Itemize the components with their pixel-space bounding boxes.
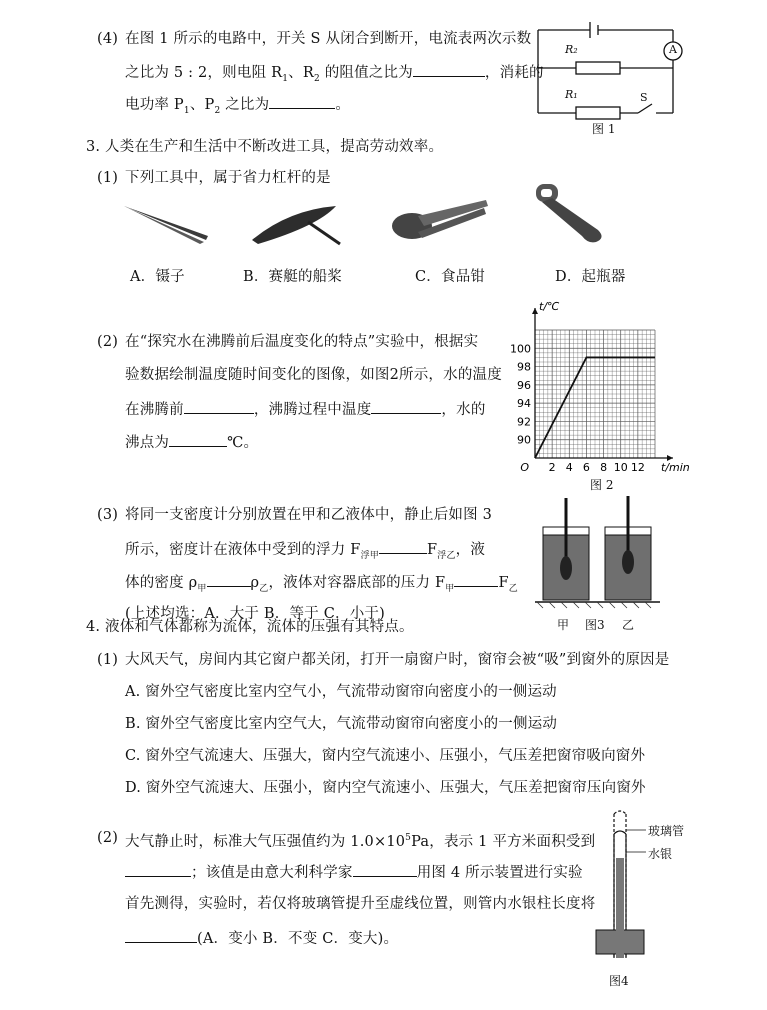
answer-blank[interactable] — [269, 93, 335, 109]
bottle-opener-image — [526, 180, 611, 245]
fig3-caption: 图3 — [585, 618, 605, 632]
answer-blank[interactable] — [454, 571, 498, 587]
x-tick-label: 4 — [565, 461, 573, 474]
y-tick-label: 98 — [517, 360, 531, 374]
q4-title: 4. 液体和气体都称为流体，流体的压强有其特点。 — [86, 619, 414, 635]
q3-3-line1: 将同一支密度计分别放置在甲和乙液体中，静止后如图 3 — [125, 507, 493, 523]
answer-blank[interactable] — [125, 861, 191, 877]
q3-1-option-c: C．食品钳 — [415, 269, 486, 285]
q4-1-option-a: A. 窗外空气密度比室内空气小，气流带动窗帘向密度小的一侧运动 — [125, 684, 557, 700]
q2-4-num: (4) — [97, 31, 119, 47]
q2-4-line3: 电功率 $P_1$、$P_2$ 之比为 。 — [125, 93, 350, 121]
answer-blank[interactable] — [379, 538, 427, 554]
q3-3-line4: (上述均选：A．大于 B．等于 C．小于) — [125, 606, 385, 622]
y-axis-label: t/℃ — [539, 300, 560, 313]
y-tick-label: 90 — [517, 433, 531, 447]
answer-blank[interactable] — [169, 431, 227, 447]
q3-2-line3: 在沸腾前 ，沸腾过程中温度 ，水的 — [125, 398, 486, 420]
fig3-label-right: 乙 — [622, 618, 635, 632]
fig3-hydrometers — [535, 492, 660, 612]
y-tick-label: 92 — [517, 415, 531, 429]
x-tick-label: 6 — [582, 461, 590, 474]
y-tick-label: 96 — [517, 378, 531, 392]
q3-2-line1: 在“探究水在沸腾前后温度变化的特点”实验中，根据实 — [125, 334, 479, 350]
chart-grid — [535, 330, 655, 458]
fig4-mercury-label: 水银 — [648, 847, 673, 861]
q4-1-option-d: D. 窗外空气流速大、压强小，窗内空气流速小、压强大，气压差把窗帘压向窗外 — [125, 780, 646, 796]
fig3-label-left: 甲 — [557, 618, 570, 632]
y-tick-label: 100 — [510, 342, 531, 356]
answer-blank[interactable] — [371, 398, 441, 414]
q3-1-option-d: D．起瓶器 — [555, 269, 626, 285]
q3-3-num: (3) — [97, 507, 119, 523]
x-tick-label: 8 — [600, 461, 608, 474]
q4-1-stem: 大风天气，房间内其它窗户都关闭，打开一扇窗户时，窗帘会被“吸”到窗外的原因是 — [125, 652, 670, 668]
q4-2-line4: (A．变小 B．不变 C．变大)。 — [125, 927, 398, 949]
answer-blank[interactable] — [413, 61, 485, 77]
q4-2-line1: 大气静止时，标准大气压强值约为 $1.0\times 10^5Pa$，表示 1 平方米面积受到 — [125, 833, 596, 850]
fig1-circuit — [528, 18, 688, 133]
answer-blank[interactable] — [353, 861, 417, 877]
answer-blank[interactable] — [184, 398, 254, 414]
q3-1-option-a: A．镊子 — [130, 269, 185, 285]
answer-blank[interactable] — [207, 571, 251, 587]
q4-2-num: (2) — [97, 830, 119, 846]
q3-2-line4: 沸点为 ℃。 — [125, 431, 258, 453]
answer-blank[interactable] — [125, 927, 197, 943]
q2-4-line2: 之比为 5 : 2，则电阻 $R_1$、$R_2$ 的阻值之比为 ，消耗的 — [125, 61, 544, 89]
fig1-caption: 图 1 — [592, 122, 616, 136]
r1-label: R₁ — [565, 88, 578, 101]
q3-2-num: (2) — [97, 334, 119, 350]
x-tick-label: 10 — [613, 461, 628, 474]
fig4-caption: 图4 — [609, 974, 629, 988]
switch-label: S — [640, 91, 648, 104]
tweezers-image — [120, 198, 215, 248]
food-tongs-image — [388, 192, 493, 247]
y-tick-label: 94 — [517, 397, 531, 411]
y-axis-arrow — [532, 308, 538, 314]
origin-label: O — [520, 461, 529, 474]
r2-label: R₂ — [565, 43, 578, 56]
q4-1-option-b: B. 窗外空气密度比室内空气大，气流带动窗帘向密度小的一侧运动 — [125, 716, 558, 732]
x-axis-label: t/min — [661, 461, 690, 474]
q3-1-num: (1) — [97, 170, 119, 186]
q3-title: 3. 人类在生产和生活中不断改进工具，提高劳动效率。 — [86, 139, 444, 155]
x-tick-label: 2 — [548, 461, 556, 474]
q3-3-line3: 体的密度 $\rho_甲$ $\rho_乙$，液体对容器底部的压力 $F_甲$ $F_乙$ — [125, 571, 518, 599]
q4-1-option-c: C. 窗外空气流速大、压强大，窗内空气流速小、压强小，气压差把窗帘吸向窗外 — [125, 748, 646, 764]
q3-3-line2: 所示，密度计在液体中受到的浮力 $F_{浮甲}$ $F_{浮乙}$，液 — [125, 538, 485, 566]
ammeter-label: A — [669, 43, 677, 56]
q4-2-line2: ；该值是由意大利科学家 用图 4 所示装置进行实验 — [125, 861, 583, 883]
oar-image — [248, 200, 348, 250]
x-tick-label: 12 — [630, 461, 645, 474]
q3-1-option-b: B．赛艇的船桨 — [243, 269, 343, 285]
q3-2-line2: 验数据绘制温度随时间变化的图像，如图2所示，水的温度 — [125, 367, 502, 383]
q4-2-line3: 首先测得，实验时，若仅将玻璃管提升至虚线位置，则管内水银柱长度将 — [125, 896, 596, 912]
fig2-chart — [505, 296, 695, 476]
q3-1-stem: 下列工具中，属于省力杠杆的是 — [125, 170, 331, 186]
fig4-tube-label: 玻璃管 — [648, 824, 685, 838]
q4-1-num: (1) — [97, 652, 119, 668]
fig2-caption: 图 2 — [590, 478, 614, 492]
q2-4-line1: 在图 1 所示的电路中，开关 S 从闭合到断开，电流表两次示数 — [125, 31, 532, 47]
